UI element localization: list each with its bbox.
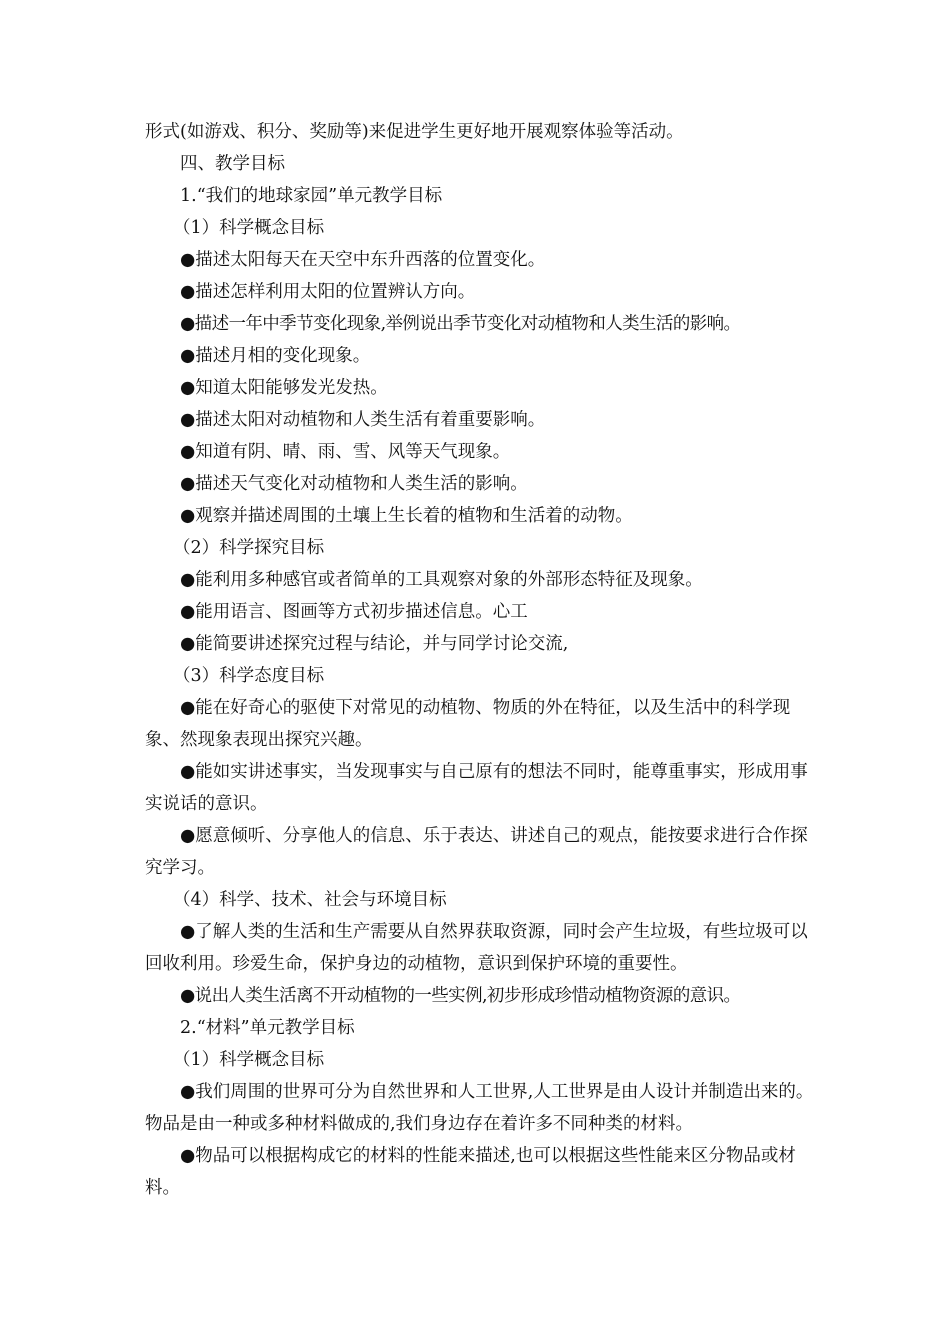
bullet-item: ●描述一年中季节变化现象,举例说出季节变化对动植物和人类生活的影响。 xyxy=(180,314,741,334)
bullet-item: ●物品可以根据构成它的材料的性能来描述,也可以根据这些性能来区分物品或材料。 xyxy=(145,1146,796,1198)
bullet-item: ●能如实讲述事实，当发现事实与自己原有的想法不同时，能尊重事实，形成用事实说话的意识。 xyxy=(145,762,808,814)
bullet-item: ●描述怎样利用太阳的位置辨认方向。 xyxy=(180,282,476,302)
section-heading: 四、教学目标 xyxy=(180,154,285,174)
bullet-item: ●描述月相的变化现象。 xyxy=(180,346,371,366)
category-heading: （3）科学态度目标 xyxy=(173,666,325,686)
bullet-item: ●知道有阴、晴、雨、雪、风等天气现象。 xyxy=(180,442,511,462)
bullet-item: ●描述太阳对动植物和人类生活有着重要影响。 xyxy=(180,410,546,430)
category-heading: （1）科学概念目标 xyxy=(173,1050,325,1070)
bullet-item: ●能利用多种感官或者简单的工具观察对象的外部形态特征及现象。 xyxy=(180,570,703,590)
document-page xyxy=(145,116,825,1204)
bullet-item: ●描述太阳每天在天空中东升西落的位置变化。 xyxy=(180,250,546,270)
bullet-item: ●能简要讲述探究过程与结论，并与同学讨论交流, xyxy=(180,634,569,654)
category-heading: （4）科学、技术、社会与环境目标 xyxy=(173,890,447,910)
bullet-item: ●观察并描述周围的土壤上生长着的植物和生活着的动物。 xyxy=(180,506,633,526)
bullet-item: ●描述天气变化对动植物和人类生活的影响。 xyxy=(180,474,528,494)
bullet-item: ●能用语言、图画等方式初步描述信息。心工 xyxy=(180,602,528,622)
bullet-item: ●我们周围的世界可分为自然世界和人工世界,人工世界是由人设计并制造出来的。物品是由一种或多种材料做成的,我们身边存在着许多不同种类的材料。 xyxy=(145,1082,814,1134)
paragraph: 形式(如游戏、积分、奖励等)来促进学生更好地开展观察体验等活动。 xyxy=(145,122,684,142)
bullet-item: ●能在好奇心的驱使下对常见的动植物、物质的外在特征，以及生活中的科学现象、然现象表现出探究兴趣。 xyxy=(145,698,791,750)
bullet-item: ●愿意倾听、分享他人的信息、乐于表达、讲述自己的观点，能按要求进行合作探究学习。 xyxy=(145,826,808,878)
subsection-heading: 1.“我们的地球家园”单元教学目标 xyxy=(180,186,443,206)
bullet-item: ●知道太阳能够发光发热。 xyxy=(180,378,388,398)
category-heading: （1）科学概念目标 xyxy=(173,218,325,238)
bullet-item: ●说出人类生活离不开动植物的一些实例,初步形成珍惜动植物资源的意识。 xyxy=(180,986,741,1006)
bullet-item: ●了解人类的生活和生产需要从自然界获取资源，同时会产生垃圾，有些垃圾可以回收利用。珍爱生命，保护身边的动植物，意识到保护环境的重要性。 xyxy=(145,922,808,974)
category-heading: （2）科学探究目标 xyxy=(173,538,325,558)
subsection-heading: 2.“材料”单元教学目标 xyxy=(180,1018,355,1038)
